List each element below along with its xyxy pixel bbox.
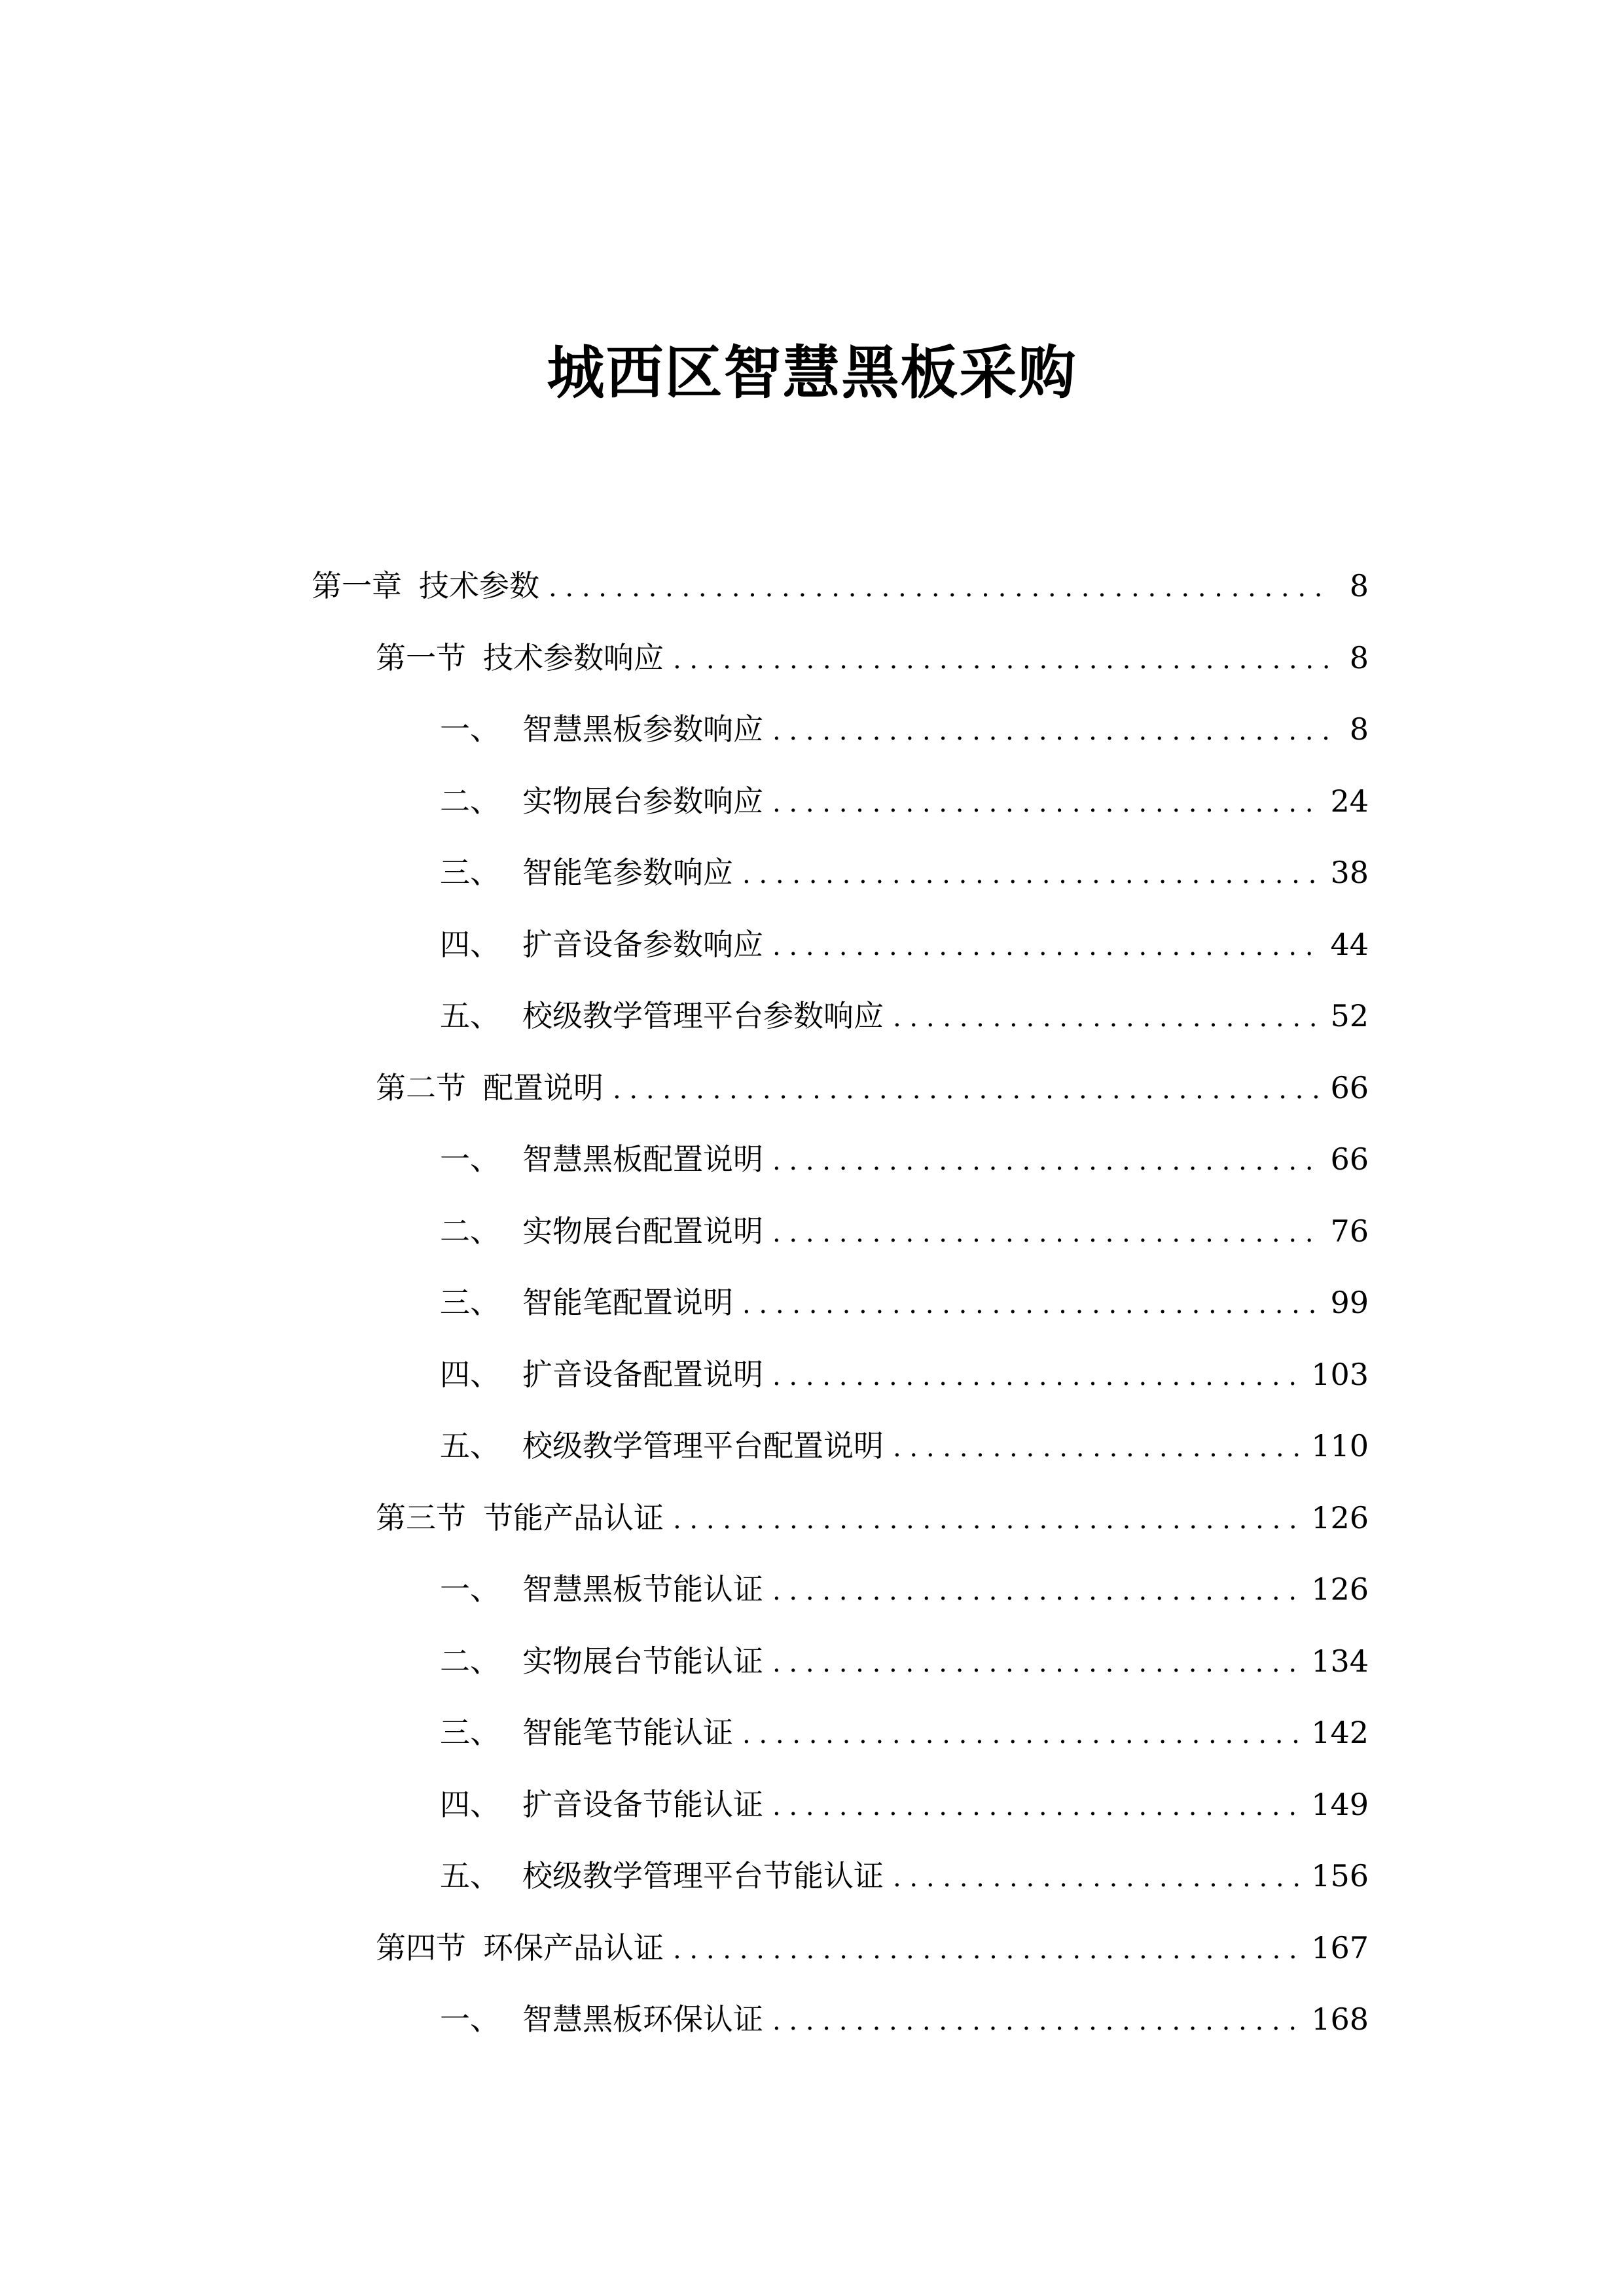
toc-entry-label: 智慧黑板环保认证 — [522, 2001, 763, 2037]
toc-dot-leader — [772, 1777, 1302, 1836]
toc-entry-page-number: 76 — [1330, 1213, 1369, 1249]
toc-entry[interactable] — [440, 1775, 1369, 1834]
toc-entry-number: 一、 — [440, 2001, 500, 2037]
toc-dot-leader — [772, 1347, 1302, 1406]
toc-dot-leader — [673, 1490, 1302, 1549]
toc-dot-leader — [549, 558, 1333, 617]
toc-entry-page-number: 8 — [1349, 568, 1369, 603]
toc-entry-label: 节能产品认证 — [483, 1499, 664, 1535]
toc-entry-label: 智慧黑板参数响应 — [522, 711, 763, 747]
toc-entry-number: 五、 — [440, 1428, 500, 1463]
toc-entry-number: 三、 — [440, 1285, 500, 1320]
toc-dot-leader — [772, 917, 1321, 976]
document-title: 城西区智慧黑板采购 — [547, 339, 1077, 406]
toc-entry-number: 第一节 — [376, 639, 466, 675]
toc-entry[interactable] — [440, 1345, 1369, 1404]
toc-entry-page-number: 168 — [1311, 2001, 1369, 2037]
toc-entry-page-number: 38 — [1330, 855, 1369, 890]
toc-entry-label: 智慧黑板节能认证 — [522, 1571, 763, 1607]
toc-entry-number: 四、 — [440, 926, 500, 962]
toc-dot-leader — [673, 1920, 1302, 1979]
toc-entry-page-number: 126 — [1311, 1499, 1369, 1535]
toc-entry-page-number: 8 — [1349, 639, 1369, 675]
toc-dot-leader — [772, 702, 1333, 761]
toc-entry-label: 实物展台参数响应 — [522, 783, 763, 819]
toc-entry[interactable] — [312, 556, 1369, 615]
toc-entry-page-number: 99 — [1330, 1285, 1369, 1320]
toc-entry-label: 扩音设备参数响应 — [522, 926, 763, 962]
toc-dot-leader — [772, 1992, 1302, 2051]
toc-entry-number: 第四节 — [376, 1929, 466, 1965]
toc-entry-label: 智能笔配置说明 — [522, 1285, 733, 1320]
toc-dot-leader — [893, 988, 1321, 1047]
toc-entry[interactable] — [440, 915, 1369, 974]
toc-entry[interactable] — [440, 1703, 1369, 1762]
toc-entry-label: 实物展台节能认证 — [522, 1643, 763, 1679]
toc-entry-page-number: 66 — [1330, 1069, 1369, 1105]
toc-entry-page-number: 156 — [1311, 1858, 1369, 1893]
toc-entry-number: 二、 — [440, 1213, 500, 1249]
toc-entry[interactable] — [376, 628, 1369, 687]
toc-entry[interactable] — [440, 1560, 1369, 1619]
toc-entry-number: 四、 — [440, 1786, 500, 1822]
toc-entry-number: 三、 — [440, 855, 500, 890]
toc-entry[interactable] — [440, 1130, 1369, 1189]
toc-dot-leader — [613, 1060, 1321, 1119]
toc-entry-number: 三、 — [440, 1715, 500, 1750]
toc-entry-label: 智慧黑板配置说明 — [522, 1141, 763, 1177]
toc-entry[interactable] — [440, 843, 1369, 902]
toc-entry-number: 一、 — [440, 1141, 500, 1177]
toc-dot-leader — [772, 1562, 1302, 1621]
toc-entry[interactable] — [440, 700, 1369, 759]
toc-entry-page-number: 24 — [1330, 783, 1369, 819]
toc-entry-number: 四、 — [440, 1356, 500, 1392]
toc-entry[interactable] — [376, 1918, 1369, 1977]
toc-entry[interactable] — [376, 1488, 1369, 1547]
toc-entry-label: 扩音设备配置说明 — [522, 1356, 763, 1392]
toc-entry[interactable] — [440, 772, 1369, 831]
toc-entry-page-number: 44 — [1330, 926, 1369, 962]
toc-dot-leader — [742, 1275, 1321, 1334]
toc-dot-leader — [893, 1848, 1302, 1907]
toc-entry[interactable] — [440, 1416, 1369, 1475]
toc-entry-label: 技术参数 — [419, 568, 539, 603]
toc-dot-leader — [772, 1634, 1302, 1693]
toc-entry[interactable] — [440, 1846, 1369, 1905]
toc-entry-number: 第三节 — [376, 1499, 466, 1535]
toc-entry-number: 一、 — [440, 711, 500, 747]
toc-entry-label: 校级教学管理平台节能认证 — [522, 1858, 884, 1893]
toc-entry[interactable] — [440, 1273, 1369, 1332]
toc-entry-number: 五、 — [440, 998, 500, 1033]
toc-entry-number: 第二节 — [376, 1069, 466, 1105]
toc-dot-leader — [893, 1418, 1302, 1477]
toc-dot-leader — [673, 630, 1333, 689]
toc-entry-page-number: 66 — [1330, 1141, 1369, 1177]
toc-entry-page-number: 126 — [1311, 1571, 1369, 1607]
toc-entry-page-number: 149 — [1311, 1786, 1369, 1822]
toc-entry-number: 二、 — [440, 1643, 500, 1679]
toc-dot-leader — [772, 1204, 1321, 1263]
toc-entry-number: 第一章 — [312, 568, 402, 603]
toc-entry-number: 五、 — [440, 1858, 500, 1893]
toc-entry-page-number: 167 — [1311, 1929, 1369, 1965]
toc-entry-label: 校级教学管理平台参数响应 — [522, 998, 884, 1033]
toc-entry[interactable] — [440, 986, 1369, 1045]
toc-dot-leader — [772, 774, 1321, 833]
toc-entry[interactable] — [440, 1990, 1369, 2049]
toc-entry-label: 环保产品认证 — [483, 1929, 664, 1965]
toc-dot-leader — [772, 1132, 1321, 1191]
toc-entry-number: 一、 — [440, 1571, 500, 1607]
toc-entry-page-number: 134 — [1311, 1643, 1369, 1679]
toc-entry-page-number: 52 — [1330, 998, 1369, 1033]
toc-entry-label: 扩音设备节能认证 — [522, 1786, 763, 1822]
toc-entry-number: 二、 — [440, 783, 500, 819]
toc-dot-leader — [742, 1705, 1302, 1764]
toc-entry-label: 配置说明 — [483, 1069, 604, 1105]
toc-entry-label: 校级教学管理平台配置说明 — [522, 1428, 884, 1463]
toc-entry-label: 智能笔参数响应 — [522, 855, 733, 890]
toc-entry-label: 技术参数响应 — [483, 639, 664, 675]
toc-entry-label: 智能笔节能认证 — [522, 1715, 733, 1750]
toc-dot-leader — [742, 845, 1321, 904]
toc-entry[interactable] — [440, 1632, 1369, 1691]
toc-entry-page-number: 103 — [1311, 1356, 1369, 1392]
toc-entry[interactable] — [440, 1202, 1369, 1261]
toc-entry-page-number: 142 — [1311, 1715, 1369, 1750]
toc-entry[interactable] — [376, 1058, 1369, 1117]
toc-entry-label: 实物展台配置说明 — [522, 1213, 763, 1249]
toc-entry-page-number: 110 — [1311, 1428, 1369, 1463]
toc-entry-page-number: 8 — [1349, 711, 1369, 747]
